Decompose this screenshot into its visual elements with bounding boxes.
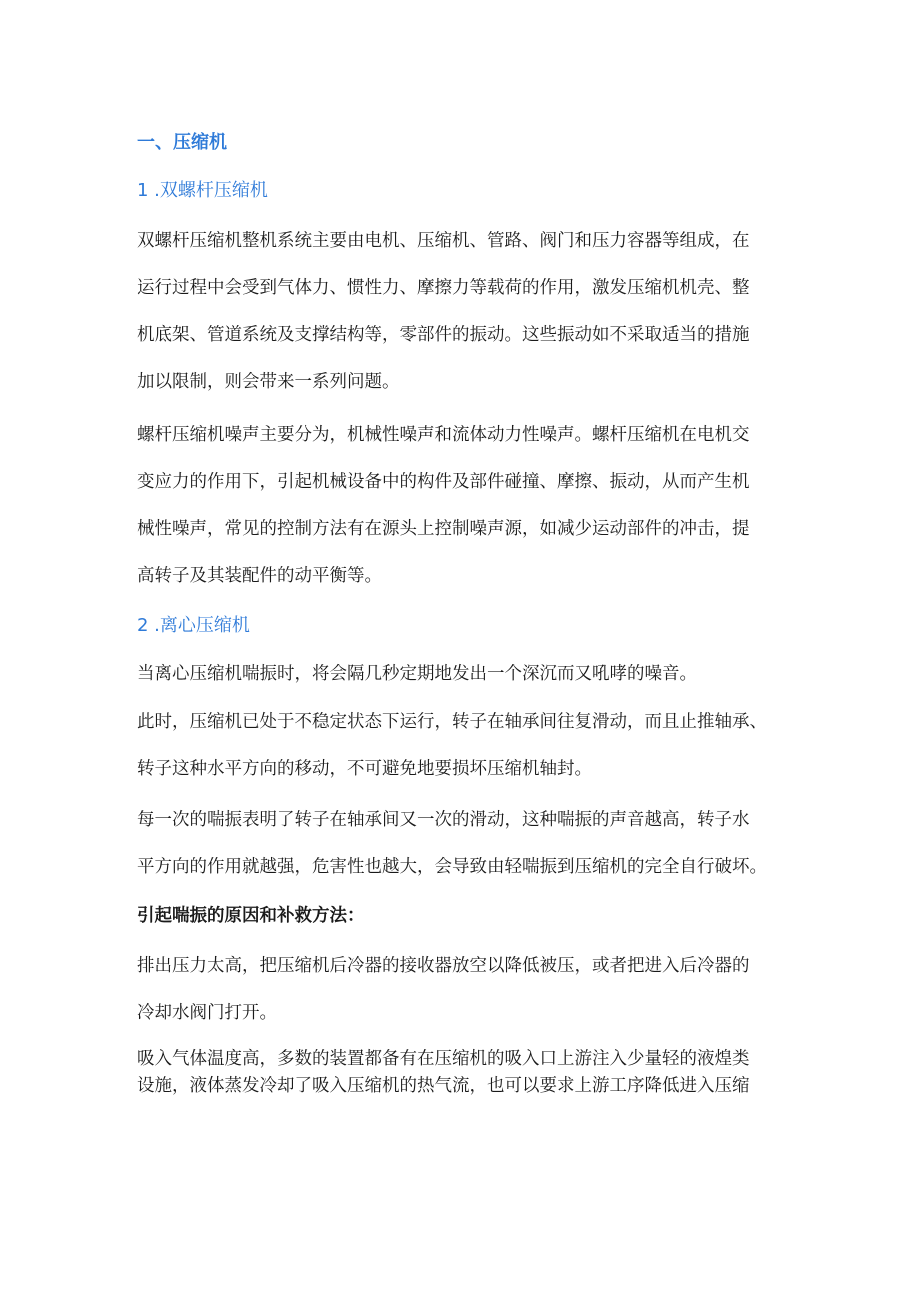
paragraph-line: 设施，液体蒸发冷却了吸入压缩机的热气流，也可以要求上游工序降低进入压缩 — [137, 1076, 750, 1096]
paragraph-line: 机底架、管道系统及支撑结构等，零部件的振动。这些振动如不采取适当的措施 — [137, 325, 750, 345]
paragraph-line: 每一次的喘振表明了转子在轴承间又一次的滑动，这种喘振的声音越高，转子水 — [137, 810, 750, 830]
paragraph-line: 吸入气体温度高，多数的装置都备有在压缩机的吸入口上游注入少量轻的液煌类 — [137, 1049, 750, 1069]
subsection-heading-twin-screw: 1 .双螺杆压缩机 — [137, 180, 268, 201]
paragraph-line: 运行过程中会受到气体力、惯性力、摩擦力等载荷的作用，激发压缩机机壳、整 — [137, 278, 750, 298]
paragraph-line: 冷却水阀门打开。 — [137, 1003, 277, 1023]
paragraph-line: 排出压力太高，把压缩机后冷器的接收器放空以降低被压，或者把进入后冷器的 — [137, 956, 750, 976]
paragraph-line: 加以限制，则会带来一系列问题。 — [137, 372, 400, 392]
paragraph-line: 当离心压缩机喘振时，将会隔几秒定期地发出一个深沉而又吼哮的噪音。 — [137, 664, 697, 684]
section-heading-compressor: 一、压缩机 — [137, 132, 227, 153]
paragraph-line: 平方向的作用就越强，危害性也越大，会导致由轻喘振到压缩机的完全自行破坏。 — [137, 857, 767, 877]
paragraph-line: 双螺杆压缩机整机系统主要由电机、压缩机、管路、阀门和压力容器等组成，在 — [137, 231, 750, 251]
paragraph-line: 变应力的作用下，引起机械设备中的构件及部件碰撞、摩擦、振动，从而产生机 — [137, 472, 750, 492]
paragraph-line: 转子这种水平方向的移动，不可避免地要损坏压缩机轴封。 — [137, 759, 592, 779]
paragraph-line: 螺杆压缩机噪声主要分为，机械性噪声和流体动力性噪声。螺杆压缩机在电机交 — [137, 425, 750, 445]
paragraph-line: 械性噪声，常见的控制方法有在源头上控制噪声源，如减少运动部件的冲击，提 — [137, 519, 750, 539]
paragraph-line: 高转子及其装配件的动平衡等。 — [137, 566, 382, 586]
causes-heading: 引起喘振的原因和补救方法： — [137, 906, 365, 926]
subsection-heading-centrifugal: 2 .离心压缩机 — [137, 615, 250, 636]
paragraph-line: 此时，压缩机已处于不稳定状态下运行，转子在轴承间往复滑动，而且止推轴承、 — [137, 712, 767, 732]
